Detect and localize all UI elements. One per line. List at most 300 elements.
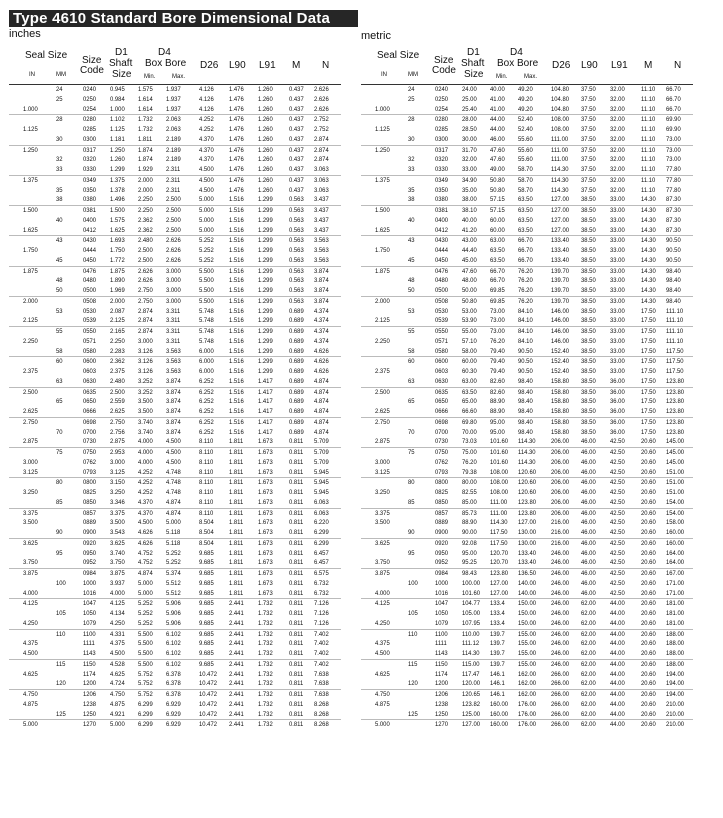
cell-seal-mm: 125 (56, 710, 66, 718)
cell-m: 11.10 (641, 135, 656, 143)
cell-seal-in: 2.000 (23, 297, 38, 305)
cell-d4-max: 3.000 (166, 267, 181, 275)
cell-d26: 206.00 (551, 449, 569, 456)
cell-l91: 1.732 (258, 680, 273, 688)
table-row (9, 579, 341, 589)
cell-seal-mm: 105 (408, 610, 418, 617)
cell-l90: 62.00 (581, 721, 596, 729)
table-row (9, 518, 341, 528)
cell-d26: 8.110 (199, 498, 214, 506)
cell-seal-mm: 53 (56, 307, 63, 315)
cell-size-code: 0698 (435, 418, 449, 426)
cell-d26: 246.00 (551, 610, 569, 617)
cell-d4-max: 63.50 (518, 207, 533, 214)
table-header (9, 45, 341, 85)
cell-l91: 1.299 (258, 196, 273, 204)
cell-l90: 46.00 (581, 559, 596, 567)
table-row (361, 256, 693, 266)
cell-d1-shaft: 4.625 (110, 670, 125, 678)
cell-l91: 1.673 (258, 579, 273, 587)
cell-d4-min: 4.370 (138, 498, 153, 506)
cell-n: 154.00 (666, 498, 684, 506)
cell-d1-shaft: 1.772 (110, 256, 125, 264)
cell-m: 14.30 (641, 287, 656, 294)
cell-l90: 2.441 (229, 691, 244, 698)
cell-l90: 1.811 (229, 549, 244, 557)
table-row (361, 700, 693, 710)
cell-m: 20.60 (641, 619, 656, 627)
cell-l91: 1.299 (258, 347, 273, 355)
cell-m: 14.30 (641, 277, 656, 285)
cell-m: 17.50 (641, 388, 656, 396)
cell-d26: 246.00 (551, 570, 569, 577)
cell-d1-shaft: 2.362 (110, 358, 125, 366)
cell-size-code: 0476 (83, 267, 97, 275)
cell-seal-in: 3.750 (23, 559, 38, 567)
cell-d1-shaft: 1.875 (110, 267, 125, 275)
cell-l90: 38.50 (581, 226, 596, 234)
cell-d4-max: 98.40 (518, 398, 533, 406)
cell-d1-shaft: 38.00 (462, 196, 477, 204)
cell-d26: 127.00 (551, 196, 569, 204)
cell-size-code: 0950 (435, 549, 449, 557)
table-row (361, 549, 693, 559)
cell-size-code: 1200 (435, 680, 449, 688)
cell-d4-min: 139.7 (490, 630, 505, 638)
cell-l91: 44.00 (610, 610, 625, 617)
cell-n: 6.063 (314, 509, 329, 517)
cell-m: 0.811 (289, 570, 304, 577)
cell-d4-min: 101.60 (490, 458, 508, 466)
cell-d26: 9.685 (199, 610, 214, 617)
cell-d4-min: 5.500 (138, 660, 153, 668)
table-row (361, 609, 693, 619)
cell-seal-mm: 50 (56, 287, 63, 294)
cell-l90: 38.50 (581, 337, 596, 345)
cell-n: 181.00 (666, 600, 684, 608)
cell-m: 11.10 (641, 166, 656, 173)
cell-l90: 1.516 (229, 328, 244, 335)
table-row (361, 145, 693, 156)
cell-seal-in: 5.000 (375, 721, 390, 729)
cell-size-code: 0285 (435, 126, 449, 133)
cell-l90: 1.811 (229, 479, 244, 487)
cell-d1-shaft: 115.00 (462, 660, 480, 668)
cell-seal-mm: 33 (56, 166, 63, 173)
cell-m: 0.811 (289, 700, 304, 708)
table-row (9, 700, 341, 710)
table-row (9, 195, 341, 205)
cell-m: 0.563 (289, 267, 304, 275)
cell-seal-in: 1.750 (375, 247, 390, 254)
cell-size-code: 1250 (435, 710, 449, 718)
cell-d26: 5.000 (199, 216, 214, 224)
cell-size-code: 0300 (83, 135, 97, 143)
header-d4-line2: Box Bore (145, 58, 187, 69)
cell-l91: 44.00 (610, 670, 625, 678)
cell-l90: 38.50 (581, 358, 596, 366)
cell-l91: 42.50 (610, 529, 625, 536)
cell-d4-min: 2.000 (138, 186, 153, 194)
cell-size-code: 1111 (83, 640, 95, 648)
cell-l90: 62.00 (581, 710, 596, 718)
cell-d26: 5.748 (199, 317, 214, 325)
cell-l90: 37.50 (581, 135, 596, 143)
cell-d26: 158.80 (551, 398, 569, 406)
cell-n: 8.268 (314, 700, 329, 708)
cell-n: 151.00 (666, 468, 684, 476)
cell-d26: 4.370 (199, 135, 214, 143)
table-row (361, 659, 693, 670)
cell-l90: 38.50 (581, 247, 596, 254)
cell-d26: 8.110 (199, 489, 214, 496)
cell-n: 5.945 (314, 489, 329, 496)
cell-n: 4.626 (314, 358, 329, 366)
cell-l90: 38.50 (581, 196, 596, 204)
cell-d4-min: 2.362 (138, 226, 153, 234)
cell-d1-shaft: 107.95 (462, 619, 480, 627)
cell-m: 20.60 (641, 559, 656, 567)
cell-m: 0.689 (289, 368, 304, 375)
table-row (361, 629, 693, 640)
cell-l91: 1.260 (258, 146, 273, 154)
cell-d26: 5.252 (199, 237, 214, 245)
cell-n: 98.40 (666, 297, 681, 305)
cell-d4-max: 127.00 (518, 519, 536, 527)
cell-d4-min: 79.40 (490, 358, 505, 366)
table-row (9, 407, 341, 417)
cell-d4-max: 2.063 (166, 116, 181, 124)
cell-n: 117.50 (666, 358, 684, 366)
cell-d1-shaft: 3.346 (110, 498, 125, 506)
cell-n: 7.638 (314, 691, 329, 698)
cell-m: 17.50 (641, 368, 656, 375)
cell-d1-shaft: 1.375 (110, 176, 125, 184)
cell-n: 6.063 (314, 498, 329, 506)
cell-l90: 1.476 (229, 156, 244, 164)
cell-seal-mm: 32 (408, 156, 415, 164)
cell-d4-min: 3.500 (138, 408, 153, 415)
cell-d4-min: 2.750 (138, 287, 153, 294)
cell-d4-min: 57.15 (490, 196, 505, 204)
cell-seal-mm: 110 (408, 630, 418, 638)
header-l90: L90 (229, 60, 246, 71)
cell-size-code: 0349 (83, 176, 97, 184)
cell-d4-min: 160.00 (490, 710, 508, 718)
cell-l90: 38.50 (581, 328, 596, 335)
cell-d26: 266.00 (551, 670, 569, 678)
cell-size-code: 0380 (83, 196, 97, 204)
cell-m: 17.50 (641, 307, 656, 315)
cell-size-code: 0825 (83, 489, 97, 496)
cell-l90: 46.00 (581, 529, 596, 536)
cell-n: 3.437 (314, 196, 329, 204)
table-row (361, 195, 693, 205)
cell-d1-shaft: 73.03 (462, 438, 477, 446)
table-row (9, 316, 341, 326)
cell-d4-min: 2.480 (138, 237, 153, 245)
header-d4-max: Max. (524, 74, 538, 80)
cell-m: 0.811 (289, 610, 304, 617)
table-row (9, 276, 341, 286)
cell-m: 11.10 (641, 156, 656, 164)
cell-l91: 36.00 (610, 428, 625, 436)
cell-n: 87.30 (666, 207, 681, 214)
cell-l90: 38.50 (581, 237, 596, 245)
table-row (361, 125, 693, 135)
cell-d1-shaft: 79.38 (462, 468, 477, 476)
cell-d4-max: 4.874 (166, 498, 181, 506)
cell-d1-shaft: 110.00 (462, 630, 480, 638)
table-row (361, 579, 693, 589)
cell-l91: 1.299 (258, 216, 273, 224)
table-row (361, 316, 693, 326)
cell-n: 4.874 (314, 377, 329, 385)
cell-d26: 246.00 (551, 549, 569, 557)
cell-d4-min: 4.000 (138, 449, 153, 456)
cell-d4-min: 60.00 (490, 216, 505, 224)
cell-l91: 1.732 (258, 650, 273, 657)
cell-m: 20.60 (641, 509, 656, 517)
cell-d1-shaft: 2.125 (110, 317, 125, 325)
cell-d26: 4.500 (199, 166, 214, 173)
cell-d1-shaft: 2.756 (110, 428, 125, 436)
cell-d26: 139.70 (551, 267, 569, 275)
cell-l90: 46.00 (581, 519, 596, 527)
cell-seal-mm: 38 (408, 196, 415, 204)
header-d1-line1: D1 (115, 47, 128, 58)
cell-d1-shaft: 3.625 (110, 539, 125, 547)
cell-d26: 206.00 (551, 489, 569, 496)
table-row (361, 377, 693, 387)
cell-size-code: 0700 (435, 428, 449, 436)
metric-table-label: metric (361, 30, 391, 42)
cell-n: 5.709 (314, 458, 329, 466)
cell-size-code: 0254 (83, 105, 97, 113)
cell-seal-in: 3.625 (23, 539, 38, 547)
cell-d1-shaft: 34.90 (462, 176, 477, 184)
cell-d4-max: 66.70 (518, 247, 533, 254)
cell-d1-shaft: 4.134 (110, 610, 125, 617)
cell-size-code: 0500 (435, 287, 449, 294)
cell-d4-max: 133.40 (518, 549, 536, 557)
cell-size-code: 0530 (83, 307, 97, 315)
cell-l91: 1.260 (258, 116, 273, 124)
cell-d26: 4.500 (199, 186, 214, 194)
cell-size-code: 0950 (83, 549, 97, 557)
cell-n: 123.80 (666, 408, 684, 415)
table-row (9, 558, 341, 568)
cell-l90: 1.811 (229, 529, 244, 536)
cell-n: 6.299 (314, 529, 329, 536)
cell-d4-min: 133.4 (490, 600, 505, 608)
cell-m: 0.811 (289, 509, 304, 517)
cell-d4-min: 146.1 (490, 670, 505, 678)
cell-l91: 1.299 (258, 267, 273, 275)
cell-d1-shaft: 85.00 (462, 498, 477, 506)
table-row (361, 114, 693, 125)
cell-seal-mm: 90 (56, 529, 63, 536)
cell-m: 20.60 (641, 710, 656, 718)
cell-m: 11.10 (641, 126, 656, 133)
cell-d4-max: 2.063 (166, 126, 181, 133)
cell-d4-min: 108.00 (490, 489, 508, 496)
cell-l90: 46.00 (581, 438, 596, 446)
cell-size-code: 0698 (83, 418, 97, 426)
cell-m: 0.563 (289, 277, 304, 285)
cell-seal-in: 4.125 (375, 600, 390, 608)
cell-size-code: 0635 (83, 388, 97, 396)
table-row (361, 477, 693, 488)
cell-l90: 1.516 (229, 216, 244, 224)
cell-d4-max: 3.311 (166, 307, 181, 315)
cell-d4-min: 1.874 (138, 146, 153, 154)
cell-n: 171.00 (666, 589, 684, 597)
cell-l91: 1.417 (258, 408, 273, 415)
cell-n: 5.709 (314, 438, 329, 446)
cell-size-code: 0380 (435, 196, 449, 204)
cell-d4-min: 5.000 (138, 579, 153, 587)
cell-l91: 1.299 (258, 368, 273, 375)
cell-l91: 33.00 (610, 358, 625, 366)
cell-d26: 8.110 (199, 458, 214, 466)
cell-d4-min: 120.70 (490, 559, 508, 567)
header-size-code-line1: Size (82, 55, 102, 66)
cell-d1-shaft: 1.260 (110, 156, 125, 164)
cell-n: 210.00 (666, 700, 684, 708)
cell-size-code: 0666 (83, 408, 97, 415)
cell-size-code: 0240 (435, 86, 449, 93)
cell-d4-min: 46.00 (490, 135, 505, 143)
cell-d26: 246.00 (551, 600, 569, 608)
cell-n: 4.626 (314, 368, 329, 375)
cell-seal-in: 2.000 (375, 297, 390, 305)
cell-l91: 1.260 (258, 86, 273, 93)
cell-d4-max: 176.00 (518, 721, 536, 729)
cell-seal-mm: 40 (56, 216, 63, 224)
cell-seal-mm: 45 (56, 256, 63, 264)
cell-size-code: 0400 (435, 216, 449, 224)
cell-seal-mm: 53 (408, 307, 415, 315)
header-size-code-line1: Size (434, 55, 454, 66)
cell-size-code: 0285 (83, 126, 97, 133)
cell-n: 160.00 (666, 529, 684, 536)
header-d1-line3: Size (112, 69, 132, 80)
cell-d4-max: 98.40 (518, 428, 533, 436)
cell-d4-max: 84.10 (518, 337, 533, 345)
cell-d4-max: 176.00 (518, 700, 536, 708)
cell-d1-shaft: 28.00 (462, 116, 477, 124)
cell-d4-min: 5.752 (138, 680, 153, 688)
cell-m: 0.437 (289, 86, 304, 93)
cell-d4-max: 52.40 (518, 116, 533, 124)
cell-seal-mm: 25 (408, 95, 415, 103)
cell-l90: 2.441 (229, 670, 244, 678)
cell-d4-min: 4.752 (138, 559, 153, 567)
cell-d4-min: 160.00 (490, 700, 508, 708)
cell-n: 66.70 (666, 95, 681, 103)
cell-d1-shaft: 85.73 (462, 509, 477, 517)
cell-l90: 2.441 (229, 600, 244, 608)
cell-size-code: 0444 (435, 247, 449, 254)
table-row (361, 639, 693, 649)
cell-d4-max: 5.906 (166, 610, 181, 617)
cell-n: 7.402 (314, 640, 329, 648)
cell-m: 11.10 (641, 186, 656, 194)
cell-seal-in: 1.000 (375, 105, 390, 113)
cell-l91: 42.50 (610, 498, 625, 506)
cell-n: 7.402 (314, 650, 329, 657)
cell-l91: 42.50 (610, 449, 625, 456)
header-d4-line2: Box Bore (497, 58, 539, 69)
cell-size-code: 0889 (83, 519, 97, 527)
cell-n: 188.00 (666, 640, 684, 648)
cell-l91: 1.732 (258, 710, 273, 718)
cell-d1-shaft: 80.00 (462, 479, 477, 487)
cell-n: 194.00 (666, 680, 684, 688)
cell-d26: 5.500 (199, 287, 214, 294)
cell-l91: 33.00 (610, 287, 625, 294)
cell-l91: 42.50 (610, 509, 625, 517)
cell-size-code: 1100 (435, 630, 448, 638)
table-row (9, 95, 341, 105)
cell-size-code: 0603 (435, 368, 449, 375)
cell-l90: 1.516 (229, 358, 244, 366)
cell-d26: 127.00 (551, 207, 569, 214)
cell-d26: 108.00 (551, 116, 569, 124)
cell-size-code: 1050 (435, 610, 449, 617)
cell-d26: 9.685 (199, 619, 214, 627)
cell-l90: 62.00 (581, 660, 596, 668)
cell-d1-shaft: 2.165 (110, 328, 125, 335)
cell-n: 194.00 (666, 691, 684, 698)
cell-m: 20.60 (641, 468, 656, 476)
cell-n: 123.80 (666, 377, 684, 385)
cell-size-code: 0984 (83, 570, 97, 577)
cell-n: 117.50 (666, 368, 684, 375)
cell-d4-max: 5.906 (166, 619, 181, 627)
cell-l91: 1.673 (258, 438, 273, 446)
cell-l91: 44.00 (610, 640, 625, 648)
cell-d1-shaft: 4.000 (110, 589, 125, 597)
cell-l90: 1.516 (229, 347, 244, 355)
cell-l90: 46.00 (581, 489, 596, 496)
cell-size-code: 1150 (435, 660, 448, 668)
cell-d4-min: 4.626 (138, 529, 153, 536)
cell-n: 145.00 (666, 458, 684, 466)
cell-size-code: 0320 (435, 156, 449, 164)
cell-d1-shaft: 41.20 (462, 226, 477, 234)
cell-d4-max: 3.000 (166, 277, 181, 285)
cell-seal-in: 4.250 (375, 619, 390, 627)
header-d4-line1: D4 (510, 47, 523, 58)
cell-l90: 2.441 (229, 700, 244, 708)
cell-m: 0.811 (289, 691, 304, 698)
cell-d4-min: 4.000 (138, 438, 153, 446)
cell-d26: 9.685 (199, 579, 214, 587)
cell-seal-in: 3.375 (375, 509, 390, 517)
cell-l91: 1.299 (258, 247, 273, 254)
cell-m: 20.60 (641, 589, 656, 597)
cell-n: 6.732 (314, 589, 329, 597)
cell-l90: 46.00 (581, 479, 596, 487)
cell-l91: 1.673 (258, 539, 273, 547)
cell-n: 164.00 (666, 549, 684, 557)
cell-d4-max: 84.10 (518, 328, 533, 335)
cell-l90: 62.00 (581, 680, 596, 688)
cell-d4-min: 76.20 (490, 337, 505, 345)
cell-size-code: 0750 (83, 449, 97, 456)
